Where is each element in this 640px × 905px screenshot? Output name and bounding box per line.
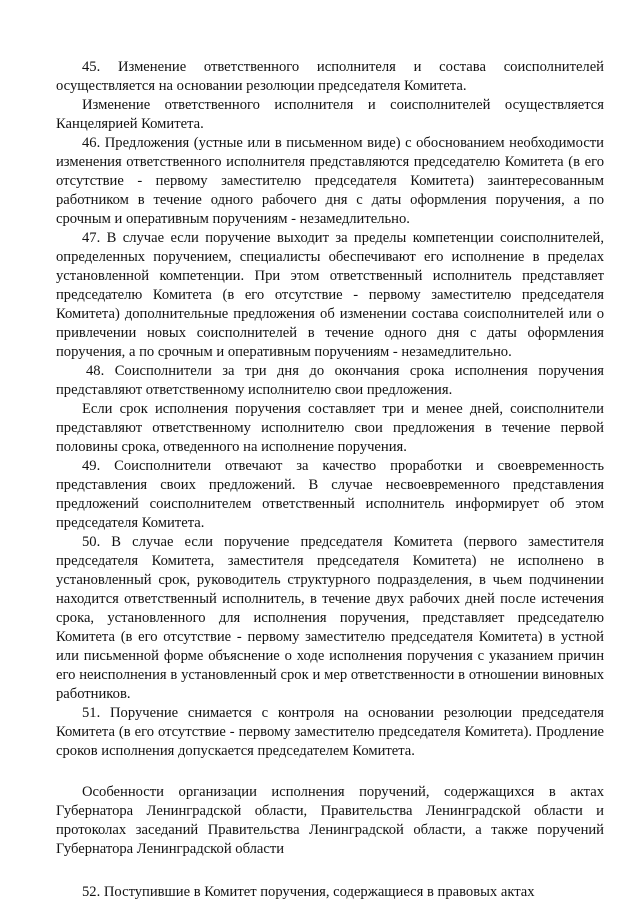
- section-heading: Особенности организации исполнения поручений, содержащихся в актах Губернатора Ленинградской области, Правительства Ленинградской области и протоколах заседаний Правительства Ленинградской области, а также поручений Губернатора Ленинградской области: [56, 784, 604, 857]
- paragraph-49: 49. Соисполнители отвечают за качество проработки и своевременность представления своих предложений. В случае несвоевременного представления предложений соисполнителем ответственный исполнитель информирует об этом председателя Комитета.: [56, 458, 604, 531]
- paragraph-50: 50. В случае если поручение председателя Комитета (первого заместителя председателя Комитета, заместителя председателя Комитета) не исполнено в установленный срок, руководитель структурного подразделения, в чьем подчинении находится ответственный исполнитель, в течение двух рабочих дней после истечения срока, установленного для исполнения поручения, представляет председателю Комитета (в его отсутствие - первому заместителю председателя Комитета) в устной или письменной форме объяснение о ходе исполнения поручения с указанием причин его неисполнения в установленный срок и мер ответственности в отношении виновных работников.: [56, 534, 604, 702]
- paragraph-52: 52. Поступившие в Комитет поручения, содержащиеся в правовых актах: [82, 884, 535, 900]
- document-page: [56, 58, 604, 902]
- paragraph-51: 51. Поручение снимается с контроля на основании резолюции председателя Комитета (в его отсутствие - первому заместителю председателя Комитета). Продление сроков исполнения допускается председателем Комитета.: [56, 705, 604, 759]
- paragraph-45: 45. Изменение ответственного исполнителя и состава соисполнителей осуществляется на основании резолюции председателя Комитета.: [56, 59, 604, 94]
- paragraph-46: 46. Предложения (устные или в письменном виде) с обоснованием необходимости изменения ответственного исполнителя представляются председателю Комитета (в его отсутствие - первому заместителю председателя Комитета) заинтересованным работником в течение одного рабочего дня с даты оформления поручения, а по срочным и оперативным поручениям - незамедлительно.: [56, 135, 604, 227]
- paragraph-47: 47. В случае если поручение выходит за пределы компетенции соисполнителей, определенных поручением, специалисты обеспечивают его исполнение в пределах установленной компетенции. При этом ответственный исполнитель представляет председателю Комитета (в его отсутствие - первому заместителю председателя Комитета) дополнительные предложения об изменении состава соисполнителей или о привлечении новых соисполнителей в течение одного дня с даты оформления поручения, а по срочным и оперативным поручениям - незамедлительно.: [56, 230, 604, 360]
- paragraph-48: 48. Соисполнители за три дня до окончания срока исполнения поручения представляют ответственному исполнителю свои предложения.: [56, 363, 604, 398]
- paragraph-45-continuation: Изменение ответственного исполнителя и соисполнителей осуществляется Канцелярией Комитета.: [56, 97, 604, 132]
- paragraph-48-continuation: Если срок исполнения поручения составляет три и менее дней, соисполнители представляют ответственному исполнителю свои предложения в течение первой половины срока, отведенного на исполнение поручения.: [56, 401, 604, 455]
